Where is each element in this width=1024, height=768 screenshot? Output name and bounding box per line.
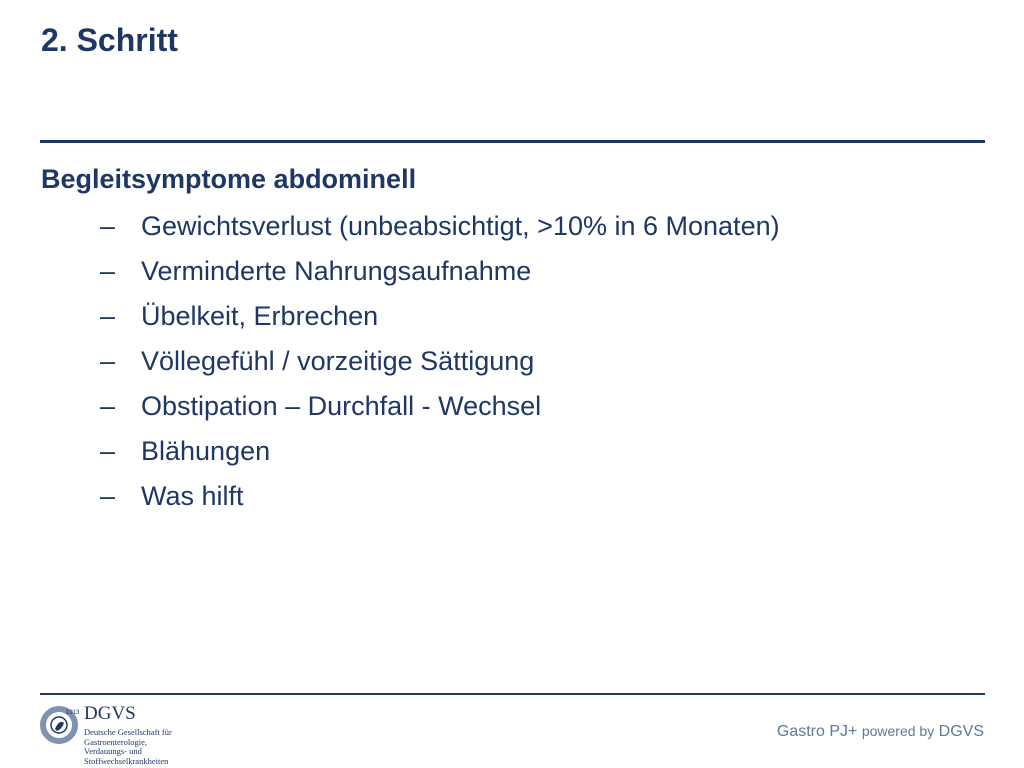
slide-title: 2. Schritt bbox=[41, 22, 178, 58]
list-item-text: Blähungen bbox=[141, 436, 271, 466]
title-divider bbox=[40, 140, 985, 143]
footer-org: DGVS bbox=[938, 723, 984, 740]
list-item-text: Gewichtsverlust (unbeabsichtigt, >10% in 6 Monaten) bbox=[141, 211, 780, 241]
dash-bullet: – bbox=[100, 256, 116, 286]
dash-bullet: – bbox=[100, 346, 116, 376]
logo-subtitle-line: Deutsche Gesellschaft für bbox=[84, 727, 172, 737]
footer-brand: Gastro PJ+ bbox=[776, 723, 858, 740]
dgvs-emblem-icon bbox=[40, 705, 80, 745]
dash-bullet: – bbox=[100, 481, 116, 511]
logo-subtitle-line: Stoffwechselkrankheiten bbox=[84, 755, 169, 766]
logo-subtitle bbox=[84, 728, 224, 766]
logo-subtitle-line: Verdauungs- und bbox=[84, 746, 142, 756]
footer-divider bbox=[40, 693, 985, 695]
list-item-text: Was hilft bbox=[141, 481, 244, 511]
footer-powered-by: powered by bbox=[861, 723, 935, 739]
dash-bullet: – bbox=[100, 211, 116, 241]
svg-text:1913: 1913 bbox=[66, 710, 80, 716]
dash-bullet: – bbox=[100, 436, 116, 466]
footer-credit bbox=[777, 723, 984, 741]
logo-subtitle-line: Gastroenterologie, bbox=[84, 736, 148, 747]
list-item-text: Völlegefühl / vorzeitige Sättigung bbox=[141, 346, 535, 376]
dash-bullet: – bbox=[100, 391, 116, 421]
dgvs-logo bbox=[40, 703, 220, 765]
logo-wordmark: DGVS bbox=[84, 703, 136, 724]
list-item-text: Übelkeit, Erbrechen bbox=[141, 301, 379, 331]
list-item-text: Obstipation – Durchfall - Wechsel bbox=[141, 391, 542, 421]
section-heading: Begleitsymptome abdominell bbox=[41, 164, 417, 194]
list-item-text: Verminderte Nahrungsaufnahme bbox=[141, 256, 532, 286]
dash-bullet: – bbox=[100, 301, 116, 331]
